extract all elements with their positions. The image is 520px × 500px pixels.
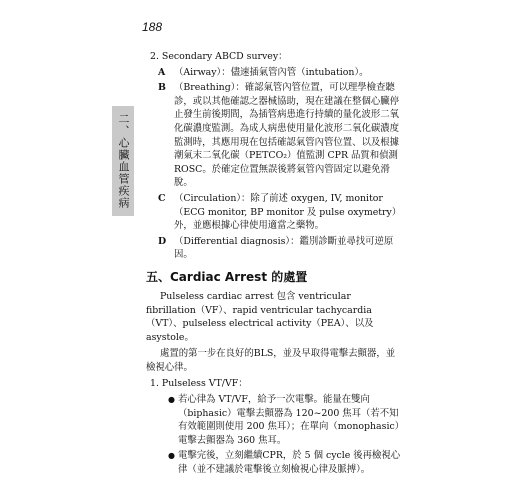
abcd-text: （Differential diagnosis）：鑑別診斷並尋找可逆原因。: [174, 235, 394, 261]
section-paragraph: Pulseless cardiac arrest 包含 ventricular fibrillation（VF）、rapid ventricular tachycardia（VT）、pulseless electrical activity（PEA）、以及 asystole。: [146, 290, 374, 343]
section-paragraph: 處置的第一步在良好的BLS，並及早取得電擊去顫器，並檢視心律。: [146, 348, 396, 373]
bullet-dot-icon: ●: [168, 451, 175, 461]
bullet-item: [146, 393, 402, 447]
bullet-text: 若心律為 VT/VF，給予一次電擊。能量在雙向（biphasic）電擊去顫器為 120~200 焦耳（若不知有效範圍則使用 200 焦耳）；在單向（monophasic）電擊去顫器為 360 焦耳。: [178, 394, 400, 446]
abcd-letter: B: [158, 82, 166, 94]
abcd-item-airway: [146, 66, 402, 80]
abcd-text: （Airway）：儘速插氣管內管（intubation）。: [174, 66, 369, 78]
page-content: [146, 50, 402, 477]
subsection-title: 1. Pulseless VT/VF：: [150, 378, 248, 390]
abcd-item-differential: [146, 235, 402, 262]
abcd-letter: C: [158, 192, 166, 204]
abcd-text: （Circulation）：除了前述 oxygen, IV, monitor（ECG monitor, BP monitor 及 pulse oxymetry）外，並應根據心律使用適當之藥物。: [174, 192, 402, 232]
bullet-text: 電擊完後，立刻繼續CPR，於 5 個 cycle 後再檢視心律（並不建議於電擊後立刻檢視心律及脈搏）。: [178, 450, 401, 476]
bullet-item: [146, 449, 402, 476]
abcd-survey-title: 2. Secondary ABCD survey：: [150, 51, 288, 62]
chapter-side-tab: 二、心臟血管疾病: [112, 106, 134, 216]
abcd-letter: A: [158, 66, 166, 78]
page-number: 188: [142, 20, 163, 34]
abcd-item-breathing: [146, 81, 402, 190]
abcd-text: （Breathing）：確認氣管內管位置，可以理學檢查聽診，或以其他確認之器械協助，現在建議在整個心臟停止發生前後期間，為插管病患進行持續的量化波形二氧化碳濃度監測。為成人病患使用量化波形二氧化碳濃度監測時，其應用現在包括確認氣管內管位置、以及根據潮氣末二氧化碳（PETCO₂）值監測 CPR 品質和偵測 ROSC。於確定位置無誤後將氣管內管固定以避免滑脫。: [174, 82, 400, 189]
bullet-dot-icon: ●: [168, 395, 175, 405]
section-heading: 五、Cardiac Arrest 的處置: [146, 269, 308, 284]
abcd-item-circulation: [146, 192, 402, 233]
abcd-letter: D: [158, 235, 167, 247]
